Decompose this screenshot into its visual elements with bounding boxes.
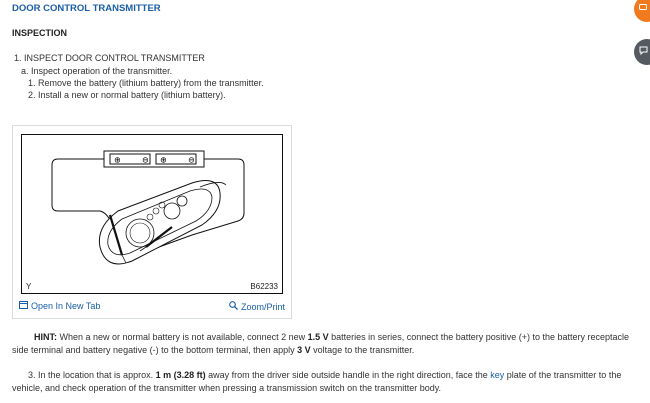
hint-text-3: side terminal and battery negative (-) to the bottom terminal, then apply: [12, 345, 298, 355]
feedback-icon: [639, 3, 647, 15]
step-1a-1: 1. Remove the battery (lithium battery) from the transmitter.: [28, 78, 264, 88]
hint-voltage-2: 3 V: [297, 345, 311, 355]
svg-text:⊖: ⊖: [142, 155, 149, 165]
hint-text-2: batteries in series, connect the battery positive (+) to the battery receptacle: [328, 332, 630, 342]
step-3-text-4: vehicle, and check operation of the transmitter when pressing a transmission switch on the transmitter body.: [12, 383, 442, 393]
open-in-new-tab-label: Open In New Tab: [31, 301, 101, 311]
zoom-icon: [229, 301, 238, 312]
open-in-new-tab-link[interactable]: [19, 301, 100, 311]
hint-text-1: When a new or normal battery is not available, connect 2 new: [57, 332, 308, 342]
step-3-distance: 1 m (3.28 ft): [155, 370, 206, 380]
hint-paragraph-cont: [12, 344, 632, 357]
step-1a-2: 2. Install a new or normal battery (lithium battery).: [28, 90, 226, 100]
svg-text:⊕: ⊕: [160, 155, 167, 165]
zoom-print-link[interactable]: [229, 301, 285, 312]
section-title: INSPECTION: [12, 28, 68, 38]
feedback-button[interactable]: [634, 0, 650, 22]
step-3-paragraph-cont: [12, 382, 632, 395]
figure-card: [12, 125, 292, 319]
hint-label: HINT:: [34, 332, 57, 342]
figure-actions: [13, 296, 291, 318]
step-1a: a. Inspect operation of the transmitter.: [21, 66, 173, 76]
step-3-text-3: plate of the transmitter to the: [504, 370, 622, 380]
transmitter-battery-diagram: [22, 135, 282, 293]
hint-paragraph: [34, 331, 634, 344]
svg-text:⊖: ⊖: [188, 155, 195, 165]
figure-corner-label: Y: [26, 282, 32, 291]
step-3-paragraph: [28, 369, 638, 382]
zoom-print-label: Zoom/Print: [240, 302, 285, 312]
key-link[interactable]: key: [490, 370, 505, 380]
svg-text:⊕: ⊕: [114, 155, 121, 165]
chat-icon: [639, 46, 648, 58]
open-new-tab-icon: [19, 301, 28, 311]
hint-text-4: voltage to the transmitter.: [310, 345, 415, 355]
hint-voltage-1: 1.5 V: [307, 332, 329, 342]
step-3-text-2: away from the driver side outside handle in the right direction, face the: [205, 370, 491, 380]
page-title: DOOR CONTROL TRANSMITTER: [12, 3, 161, 14]
chat-button[interactable]: [634, 39, 650, 65]
step-1: 1. INSPECT DOOR CONTROL TRANSMITTER: [14, 53, 205, 63]
step-3-text-1: 3. In the location that is approx.: [28, 370, 156, 380]
figure-image[interactable]: [21, 134, 283, 294]
figure-code: B62233: [250, 282, 278, 291]
